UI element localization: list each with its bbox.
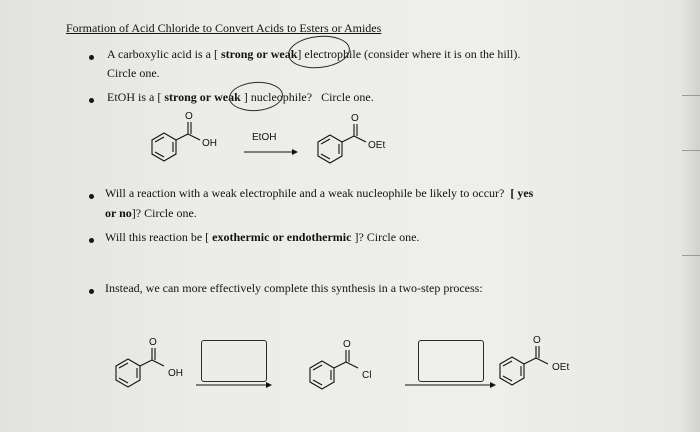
q3-post: ]? Circle one. [131,206,197,220]
q1-option-weak[interactable]: weak [270,47,298,61]
question-3-line-1 [105,186,533,200]
hand-drawn-circle-weak-2 [228,80,284,113]
chloride-cl-label: Cl [362,370,372,381]
reaction-2-scheme [100,330,620,400]
question-3-line-2 [105,206,197,220]
q4-or: or [272,230,284,244]
reagent-etoh-label: EtOH [252,132,277,143]
q4-post: ]? Circle one. [354,230,420,244]
reaction-1-scheme [140,110,420,178]
hand-drawn-circle-weak-1 [286,33,351,71]
q1-or: or [256,47,268,61]
bullet-4 [89,238,94,243]
reactant-carbonyl-o: O [185,111,193,122]
q2-or: or [199,90,212,104]
q2-option-strong[interactable]: strong [164,90,197,104]
chloride-carbonyl-o: O [343,339,351,350]
q4-option-endothermic[interactable]: endothermic [286,230,352,244]
q2-option-weak[interactable]: weak [214,90,241,104]
ethyl-benzoate-structure [318,124,366,163]
product-carbonyl-o: O [351,113,359,124]
page-edge-mark-3 [682,255,700,256]
q2-pre: EtOH is a [ [107,90,162,104]
q1-option-strong[interactable]: strong [220,47,254,61]
q2-circle-one: Circle one. [321,90,374,104]
acid-chloride-structure [310,350,358,389]
bullet-5 [89,289,94,294]
acid-oh-label: OH [168,368,183,379]
bullet-3 [89,194,94,199]
ester-oet-label: OEt [552,362,570,373]
product-oet-label: OEt [368,140,386,151]
q1-pre: A carboxylic acid is a [ [107,47,218,61]
page-edge-shadow [678,0,700,432]
reactant-oh-label: OH [202,138,217,149]
page-edge-mark-1 [682,95,700,96]
q1-circle-one: Circle one. [107,66,160,80]
reaction-1-arrow [244,149,298,155]
acid-structure [116,348,164,387]
benzoic-acid-structure [152,122,200,161]
q4-option-exothermic[interactable]: exothermic [212,230,270,244]
q3-text: Will a reaction with a weak electrophile and a weak nucleophile be likely to occur? [105,186,505,200]
page-title: Formation of Acid Chloride to Convert Acids to Esters or Amides [66,21,382,35]
ester-carbonyl-o: O [533,335,541,346]
step-2-reagent-box[interactable] [418,340,484,382]
step-1-reagent-box[interactable] [201,340,267,382]
step-1-arrow [196,382,272,388]
q4-pre: Will this reaction be [ [105,230,210,244]
step-2-arrow [405,382,496,388]
q3-option-no[interactable]: or no [105,206,132,220]
q1-post: ] electrophile (consider where it is on the hill). [297,47,521,61]
ester-structure [500,346,548,385]
page-edge-mark-2 [682,150,700,151]
q3-option-yes[interactable]: [ yes [510,186,534,200]
question-5-line: Instead, we can more effectively complete this synthesis in a two-step process: [105,281,483,295]
bullet-1 [89,55,94,60]
q2-post: ] nucleophile? [243,90,313,104]
question-4-line [105,230,419,244]
acid-carbonyl-o: O [149,337,157,348]
bullet-2 [89,98,94,103]
